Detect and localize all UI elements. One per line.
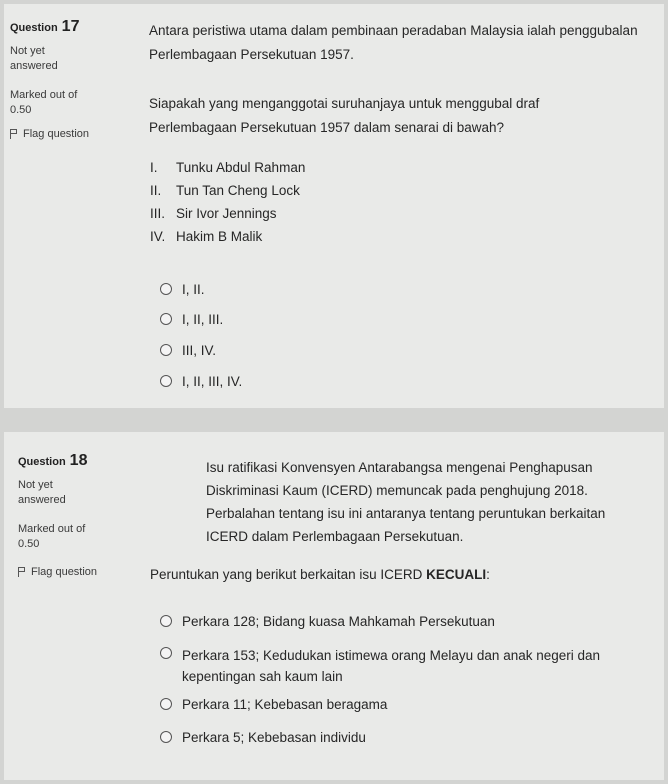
option-label: Perkara 128; Bidang kuasa Mahkamah Persekutuan: [182, 614, 495, 629]
flag-question-button[interactable]: [18, 566, 146, 578]
question-stem-prompt: Siapakah yang menganggotai suruhanjaya untuk menggubal draf Perlembagaan Persekutuan 1957 dalam senarai di bawah?: [149, 96, 540, 135]
list-text: Hakim B Malik: [176, 229, 263, 244]
radio-button[interactable]: [160, 283, 172, 295]
answer-option-a[interactable]: [160, 281, 205, 299]
question-number: 17: [61, 18, 80, 35]
option-label: Perkara 11; Kebebasan beragama: [182, 697, 388, 712]
list-number: I.: [150, 160, 158, 175]
list-item: [150, 160, 305, 175]
question-status: Not yet answered: [18, 479, 66, 506]
option-label: I, II, III, IV.: [182, 374, 243, 389]
question-prompt: [149, 92, 619, 140]
marked-out-of-label: Marked out of: [10, 89, 78, 101]
answer-option-d[interactable]: [160, 373, 242, 391]
option-label: Perkara 153; Kedudukan istimewa orang Melayu dan anak negeri dan kepentingan sah kaum lain: [182, 648, 601, 684]
question-label: Question: [10, 22, 58, 34]
answer-option-b[interactable]: [160, 311, 223, 329]
list-number: IV.: [150, 229, 166, 244]
member-list: [150, 160, 450, 260]
list-item: [150, 183, 300, 198]
radio-button[interactable]: [160, 375, 172, 387]
option-label: I, II.: [182, 282, 205, 297]
question-title: [10, 18, 138, 36]
marks-value: 0.50: [18, 538, 40, 550]
flag-icon: [10, 129, 18, 139]
radio-button[interactable]: [160, 615, 172, 627]
radio-button[interactable]: [160, 647, 172, 659]
answer-option-b[interactable]: [160, 645, 630, 687]
list-item: [150, 229, 262, 244]
answer-option-a[interactable]: [160, 613, 630, 631]
list-text: Tunku Abdul Rahman: [176, 160, 306, 175]
answer-option-c[interactable]: [160, 342, 216, 360]
question-text: [206, 456, 646, 548]
marks-value: 0.50: [10, 104, 32, 116]
question-stem-intro: Antara peristiwa utama dalam pembinaan peradaban Malaysia ialah penggubalan Perlembagaan Persekutuan 1957.: [149, 23, 638, 62]
question-text: [149, 19, 639, 67]
list-text: Sir Ivor Jennings: [176, 206, 277, 221]
question-18-card: [4, 432, 664, 780]
answer-option-c[interactable]: [160, 696, 630, 714]
question-emphasis: KECUALI: [426, 567, 487, 582]
flag-question-button[interactable]: [10, 128, 138, 140]
question-label: Question: [18, 456, 66, 468]
list-number: III.: [150, 206, 166, 221]
list-text: Tun Tan Cheng Lock: [176, 183, 300, 198]
question-info: [18, 452, 146, 578]
question-prompt: [150, 567, 630, 582]
question-stem-prompt: Peruntukan yang berikut berkaitan isu ICERD: [150, 567, 427, 582]
question-stem-intro: Isu ratifikasi Konvensyen Antarabangsa mengenai Penghapusan Diskriminasi Kaum (ICERD) memuncak pada penghujung 2018. Perbalahan tentang isu ini antaranya tentang peruntukan berkaitan ICERD dalam Perlembagaan Persekutuan.: [206, 460, 606, 544]
question-number: 18: [69, 452, 88, 469]
question-17-card: [4, 4, 664, 408]
radio-button[interactable]: [160, 344, 172, 356]
marked-out-of-label: Marked out of: [18, 523, 86, 535]
radio-button[interactable]: [160, 731, 172, 743]
question-title: [18, 452, 146, 470]
flag-question-label: Flag question: [23, 128, 90, 140]
answer-option-d[interactable]: [160, 729, 630, 747]
question-marks: [18, 522, 146, 552]
radio-button[interactable]: [160, 313, 172, 325]
question-marks: [10, 88, 138, 118]
flag-question-label: Flag question: [31, 566, 98, 578]
option-label: III, IV.: [182, 343, 217, 358]
question-status: Not yet answered: [10, 45, 58, 72]
flag-icon: [18, 567, 26, 577]
option-label: Perkara 5; Kebebasan individu: [182, 730, 366, 745]
option-label: I, II, III.: [182, 312, 224, 327]
question-info: [10, 18, 138, 140]
list-item: [150, 206, 277, 221]
list-number: II.: [150, 183, 162, 198]
radio-button[interactable]: [160, 698, 172, 710]
question-stem-suffix: :: [486, 567, 490, 582]
